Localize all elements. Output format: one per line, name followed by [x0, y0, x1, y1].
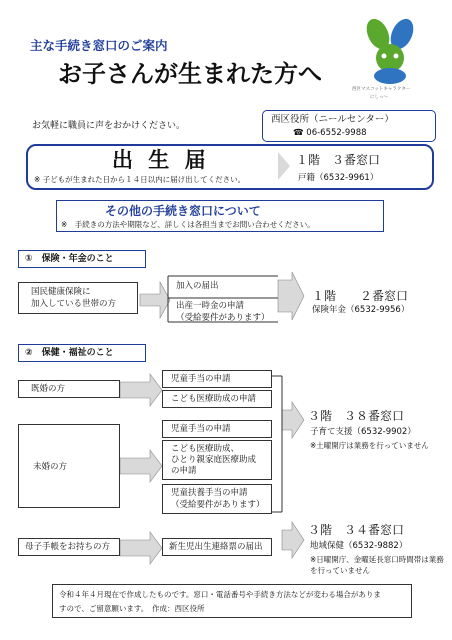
- office-name: 西区役所（ニールセンター）: [271, 114, 394, 125]
- unmarried-label: 未婚の方: [33, 462, 68, 472]
- section2-label: ② 保健・福祉のこと: [25, 348, 114, 358]
- unmarried-item3: 児童扶養手当の申請: [171, 488, 248, 498]
- section2-note-b2: を行っていません: [310, 566, 370, 575]
- office-phone: ☎ 06-6552-9988: [293, 128, 367, 138]
- section1-who-1: 国民健康保険に: [31, 287, 91, 297]
- birth-title: 出 生 届: [112, 148, 210, 172]
- pregnant-item-box: [162, 538, 272, 556]
- section1-who-box: [18, 282, 138, 314]
- section2-dept-b: 地域保健（6532-9882）: [310, 541, 408, 551]
- unmarried-item1: 児童手当の申請: [171, 424, 231, 434]
- married-label: 既婚の方: [31, 384, 66, 394]
- mascot-caption: 西区マスコットキャラクター: [352, 87, 411, 92]
- page-subtitle: 主な手続き窓口のご案内: [30, 38, 168, 53]
- unmarried-box: [18, 424, 120, 508]
- footer-line1: 令和４年４月現在で作成したものです。窓口・電話番号や手続き方法などが変わる場合がありま: [59, 590, 381, 599]
- married-item1: 児童手当の申請: [171, 374, 231, 384]
- section1-dept: 保険年金（6532-9956）: [312, 305, 410, 315]
- greeting-text: お気軽に職員に声をおかけください。: [32, 121, 186, 131]
- section2-floor-a: ３階 ３８番窓口: [308, 409, 405, 423]
- page-title: お子さんが生まれた方へ: [58, 60, 322, 88]
- mascot-name: にしっ〜: [370, 95, 388, 100]
- unmarried-item2-box: [162, 440, 272, 480]
- section1-label: ① 保険・年金のこと: [25, 254, 114, 264]
- section1-item2-note: （受給要件があります）: [176, 313, 270, 323]
- section2-note-b: ※日曜開庁、金曜延長窓口時間帯は業務: [310, 555, 444, 564]
- unmarried-item3-note: （受給要件があります）: [171, 500, 265, 510]
- birth-floor: １階 ３番窓口: [296, 153, 381, 167]
- unmarried-item1-box: [162, 420, 272, 438]
- unmarried-item2: こども医療助成、: [171, 444, 240, 454]
- section2-note-a: ※土曜開庁は業務を行っていません: [310, 441, 429, 450]
- footer-line2: すので、ご留意願います。 作成：西区役所: [59, 604, 205, 613]
- other-note: ※ 手続きの方法や期限など、詳しくは各担当までお問い合わせください。: [61, 220, 315, 229]
- pregnant-label: 母子手帳をお持ちの方: [25, 542, 111, 552]
- section1-item1: 加入の届出: [176, 281, 219, 291]
- section1-floor: １階 ２番窓口: [312, 289, 409, 303]
- mascot-icon: [362, 15, 418, 84]
- married-box: [18, 380, 120, 398]
- section1-item2: 出産一時金の申請: [176, 301, 245, 311]
- birth-note: ※ 子どもが生まれた日から１４日以内に届け出してください。: [34, 175, 246, 184]
- office-box: [262, 110, 436, 142]
- pregnant-item: 新生児出生連絡票の届出: [169, 542, 263, 552]
- other-panel: [56, 200, 384, 232]
- section2-floor-b: ３階 ３４番窓口: [308, 523, 405, 537]
- pregnant-box: [18, 538, 120, 556]
- section1-label-box: [18, 250, 146, 268]
- birth-dept: 戸籍（6532-9961）: [298, 173, 379, 183]
- section1-who-2: 加入している世帯の方: [31, 299, 117, 309]
- married-item2: こども医療助成の申請: [171, 394, 257, 404]
- birth-panel: [26, 144, 434, 190]
- unmarried-item2b: ひとり親家庭医療助成: [171, 455, 257, 465]
- section2-dept-a: 子育て支援（6532-9902）: [310, 427, 416, 437]
- footer-box: [52, 584, 412, 618]
- married-item1-box: [162, 370, 272, 388]
- unmarried-item2c: の申請: [171, 466, 197, 476]
- birth-arrow: [278, 152, 290, 180]
- other-title: その他の手続き窓口について: [105, 204, 261, 218]
- married-item2-box: [162, 390, 272, 408]
- unmarried-item3-box: [162, 484, 272, 514]
- section2-label-box: [18, 344, 146, 362]
